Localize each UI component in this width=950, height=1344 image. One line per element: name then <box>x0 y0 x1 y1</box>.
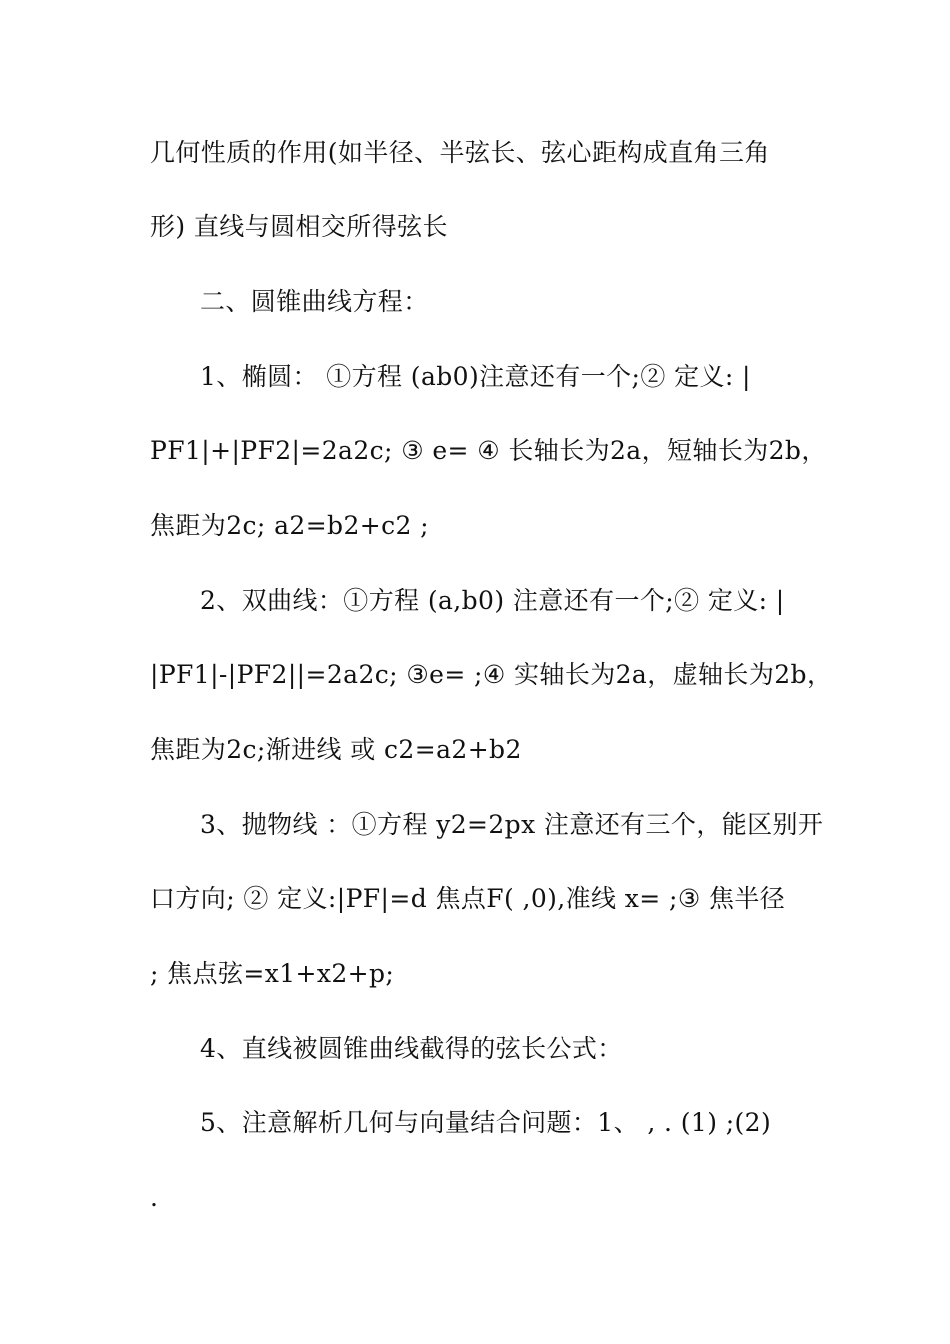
parabola-item-line-2: 口方向; ② 定义:|PF|=d 焦点F( ,0),准线 x= ;③ 焦半径 <box>150 884 786 913</box>
ellipse-item-line-1: 1、椭圆： ①方程 (ab0)注意还有一个;② 定义: | <box>200 362 751 391</box>
hyperbola-item-line-1: 2、双曲线：①方程 (a,b0) 注意还有一个;② 定义: | <box>200 586 785 615</box>
vector-problem-item-line-2: . <box>150 1183 159 1212</box>
ellipse-item-line-2: PF1|+|PF2|=2a2c; ③ e= ④ 长轴长为2a，短轴长为2b， <box>150 436 827 465</box>
vector-problem-item-line-1: 5、注意解析几何与向量结合问题：1、 , . (1) ;(2) <box>200 1108 772 1137</box>
section-heading-conic-equations: 二、圆锥曲线方程： <box>200 287 429 316</box>
ellipse-item-line-3: 焦距为2c; a2=b2+c2 ; <box>150 511 429 540</box>
text-line-2: 形) 直线与圆相交所得弦长 <box>150 212 448 241</box>
parabola-item-line-3: ; 焦点弦=x1+x2+p; <box>150 959 395 988</box>
hyperbola-item-line-2: |PF1|-|PF2||=2a2c; ③e= ;④ 实轴长为2a，虚轴长为2b， <box>150 660 833 689</box>
parabola-item-line-1: 3、抛物线 ：①方程 y2=2px 注意还有三个，能区别开 <box>200 810 824 839</box>
hyperbola-item-line-3: 焦距为2c;渐进线 或 c2=a2+b2 <box>150 735 522 764</box>
chord-length-formula-item: 4、直线被圆锥曲线截得的弦长公式： <box>200 1034 623 1063</box>
text-line-1: 几何性质的作用(如半径、半弦长、弦心距构成直角三角 <box>150 138 770 167</box>
